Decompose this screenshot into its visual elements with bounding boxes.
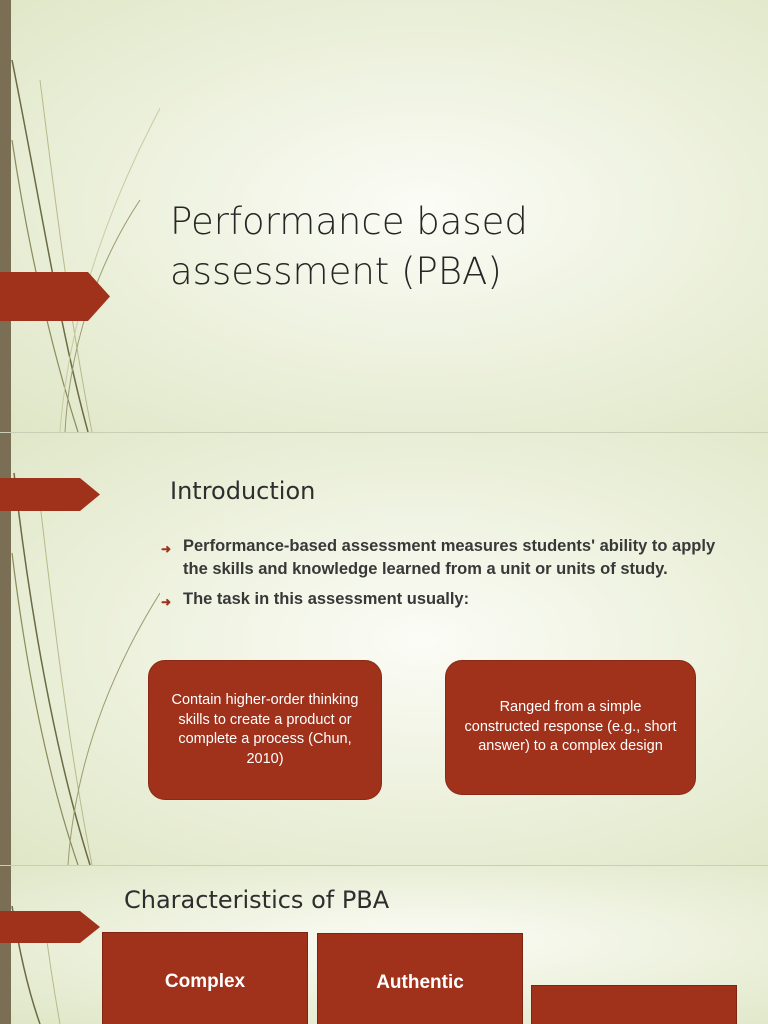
slide-title-line-1: Performance based [170, 200, 528, 243]
card-label: Authentic [376, 972, 464, 993]
characteristic-card-complex [102, 932, 308, 1024]
characteristics-slide [0, 866, 768, 1024]
slide-heading: Characteristics of PBA [124, 886, 390, 914]
introduction-slide [0, 433, 768, 865]
bullet-list [161, 535, 721, 618]
decorative-strands [0, 0, 160, 432]
arrow-right-icon: ➜ [161, 542, 172, 556]
slide-tab-marker [0, 272, 110, 321]
callout-text: Contain higher-order thinking skills to create a product or complete a process (Chun, 2010) [171, 692, 359, 767]
arrow-right-icon: ➜ [161, 595, 172, 609]
bullet-text: Performance-based assessment measures students' ability to apply the skills and knowledge learned from a unit or units of study. [183, 537, 716, 578]
list-item [161, 588, 721, 611]
slide-heading: Introduction [170, 477, 316, 505]
slide-tab-marker [0, 911, 100, 943]
card-label: Complex [164, 971, 246, 992]
characteristic-card-authentic [317, 933, 523, 1024]
callout-box-right [445, 660, 696, 795]
list-item [161, 535, 721, 581]
bullet-text: The task in this assessment usually: [183, 590, 470, 608]
callout-box-left [148, 660, 382, 800]
slide-tab-marker [0, 478, 100, 511]
slide-title [170, 197, 730, 297]
characteristic-card [531, 985, 737, 1024]
callout-text: Ranged from a simple constructed response (e.g., short answer) to a complex design [464, 699, 677, 755]
slide-title-line-2: assessment (PBA) [170, 250, 502, 293]
title-slide [0, 0, 768, 432]
